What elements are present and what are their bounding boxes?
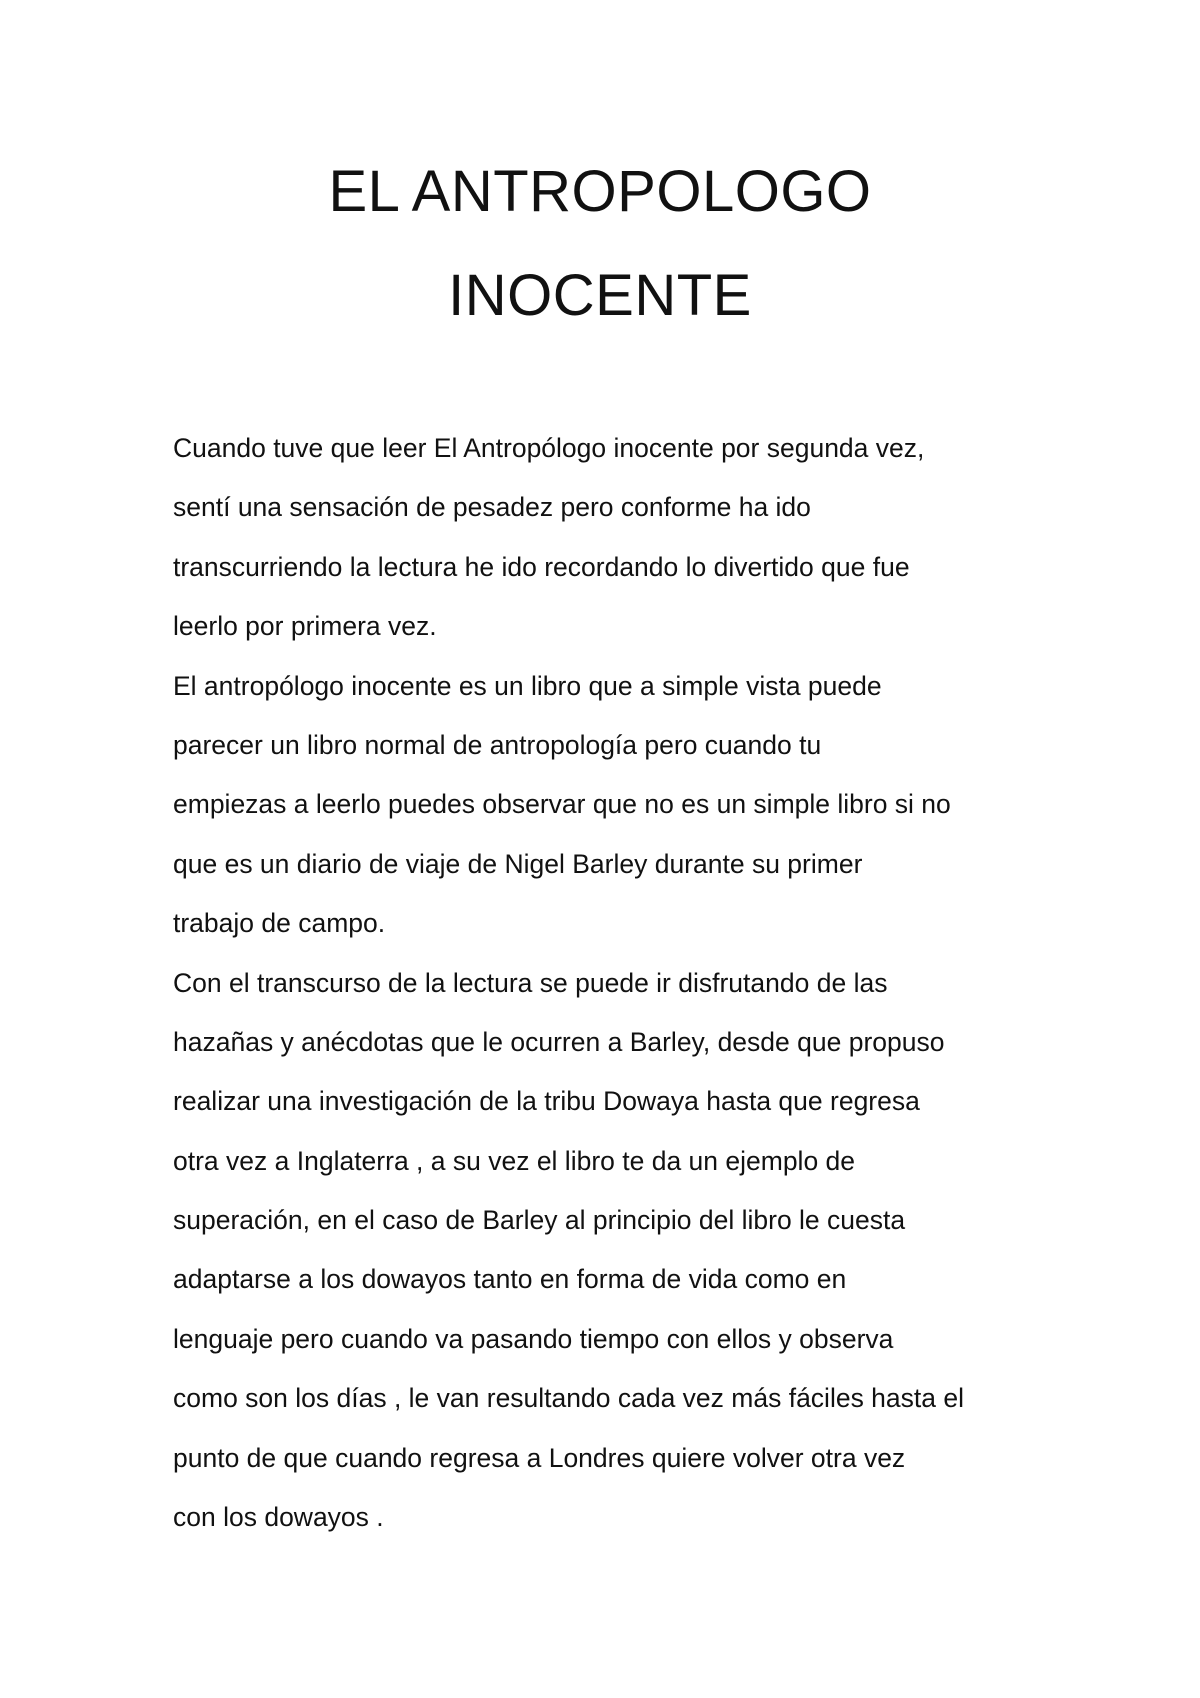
document-title-line-2: INOCENTE [448,263,752,328]
body-line: con los dowayos . [173,1502,384,1533]
body-line: parecer un libro normal de antropología pero cuando tu [173,729,822,760]
body-line: Cuando tuve que leer El Antropólogo inocente por segunda vez, [173,433,925,463]
body-line: sentí una sensación de pesadez pero conforme ha ido [173,492,811,523]
body-line: leerlo por primera vez. [173,611,437,642]
body-line: Con el transcurso de la lectura se puede ir disfrutando de las [173,967,888,998]
body-line: transcurriendo la lectura he ido recordando lo divertido que fue [173,551,910,582]
body-line: empiezas a leerlo puedes observar que no es un simple libro si no [173,789,951,820]
body-line: hazañas y anécdotas que le ocurren a Barley, desde que propuso [173,1026,945,1057]
body-line: trabajo de campo. [173,908,386,939]
body-line: adaptarse a los dowayos tanto en forma de vida como en [173,1264,847,1295]
body-line: como son los días , le van resultando cada vez más fáciles hasta el [173,1383,965,1414]
document-title-line-1: EL ANTROPOLOGO [328,159,872,224]
body-line: que es un diario de viaje de Nigel Barley durante su primer [173,848,863,879]
body-line: lenguaje pero cuando va pasando tiempo con ellos y observa [173,1323,894,1354]
body-line: punto de que cuando regresa a Londres quiere volver otra vez [173,1442,906,1473]
document-body [173,428,1053,1556]
body-line: superación, en el caso de Barley al principio del libro le cuesta [173,1205,906,1236]
body-line: realizar una investigación de la tribu Dowaya hasta que regresa [173,1086,920,1117]
body-line: otra vez a Inglaterra , a su vez el libro te da un ejemplo de [173,1145,856,1176]
body-line: El antropólogo inocente es un libro que a simple vista puede [173,670,882,701]
